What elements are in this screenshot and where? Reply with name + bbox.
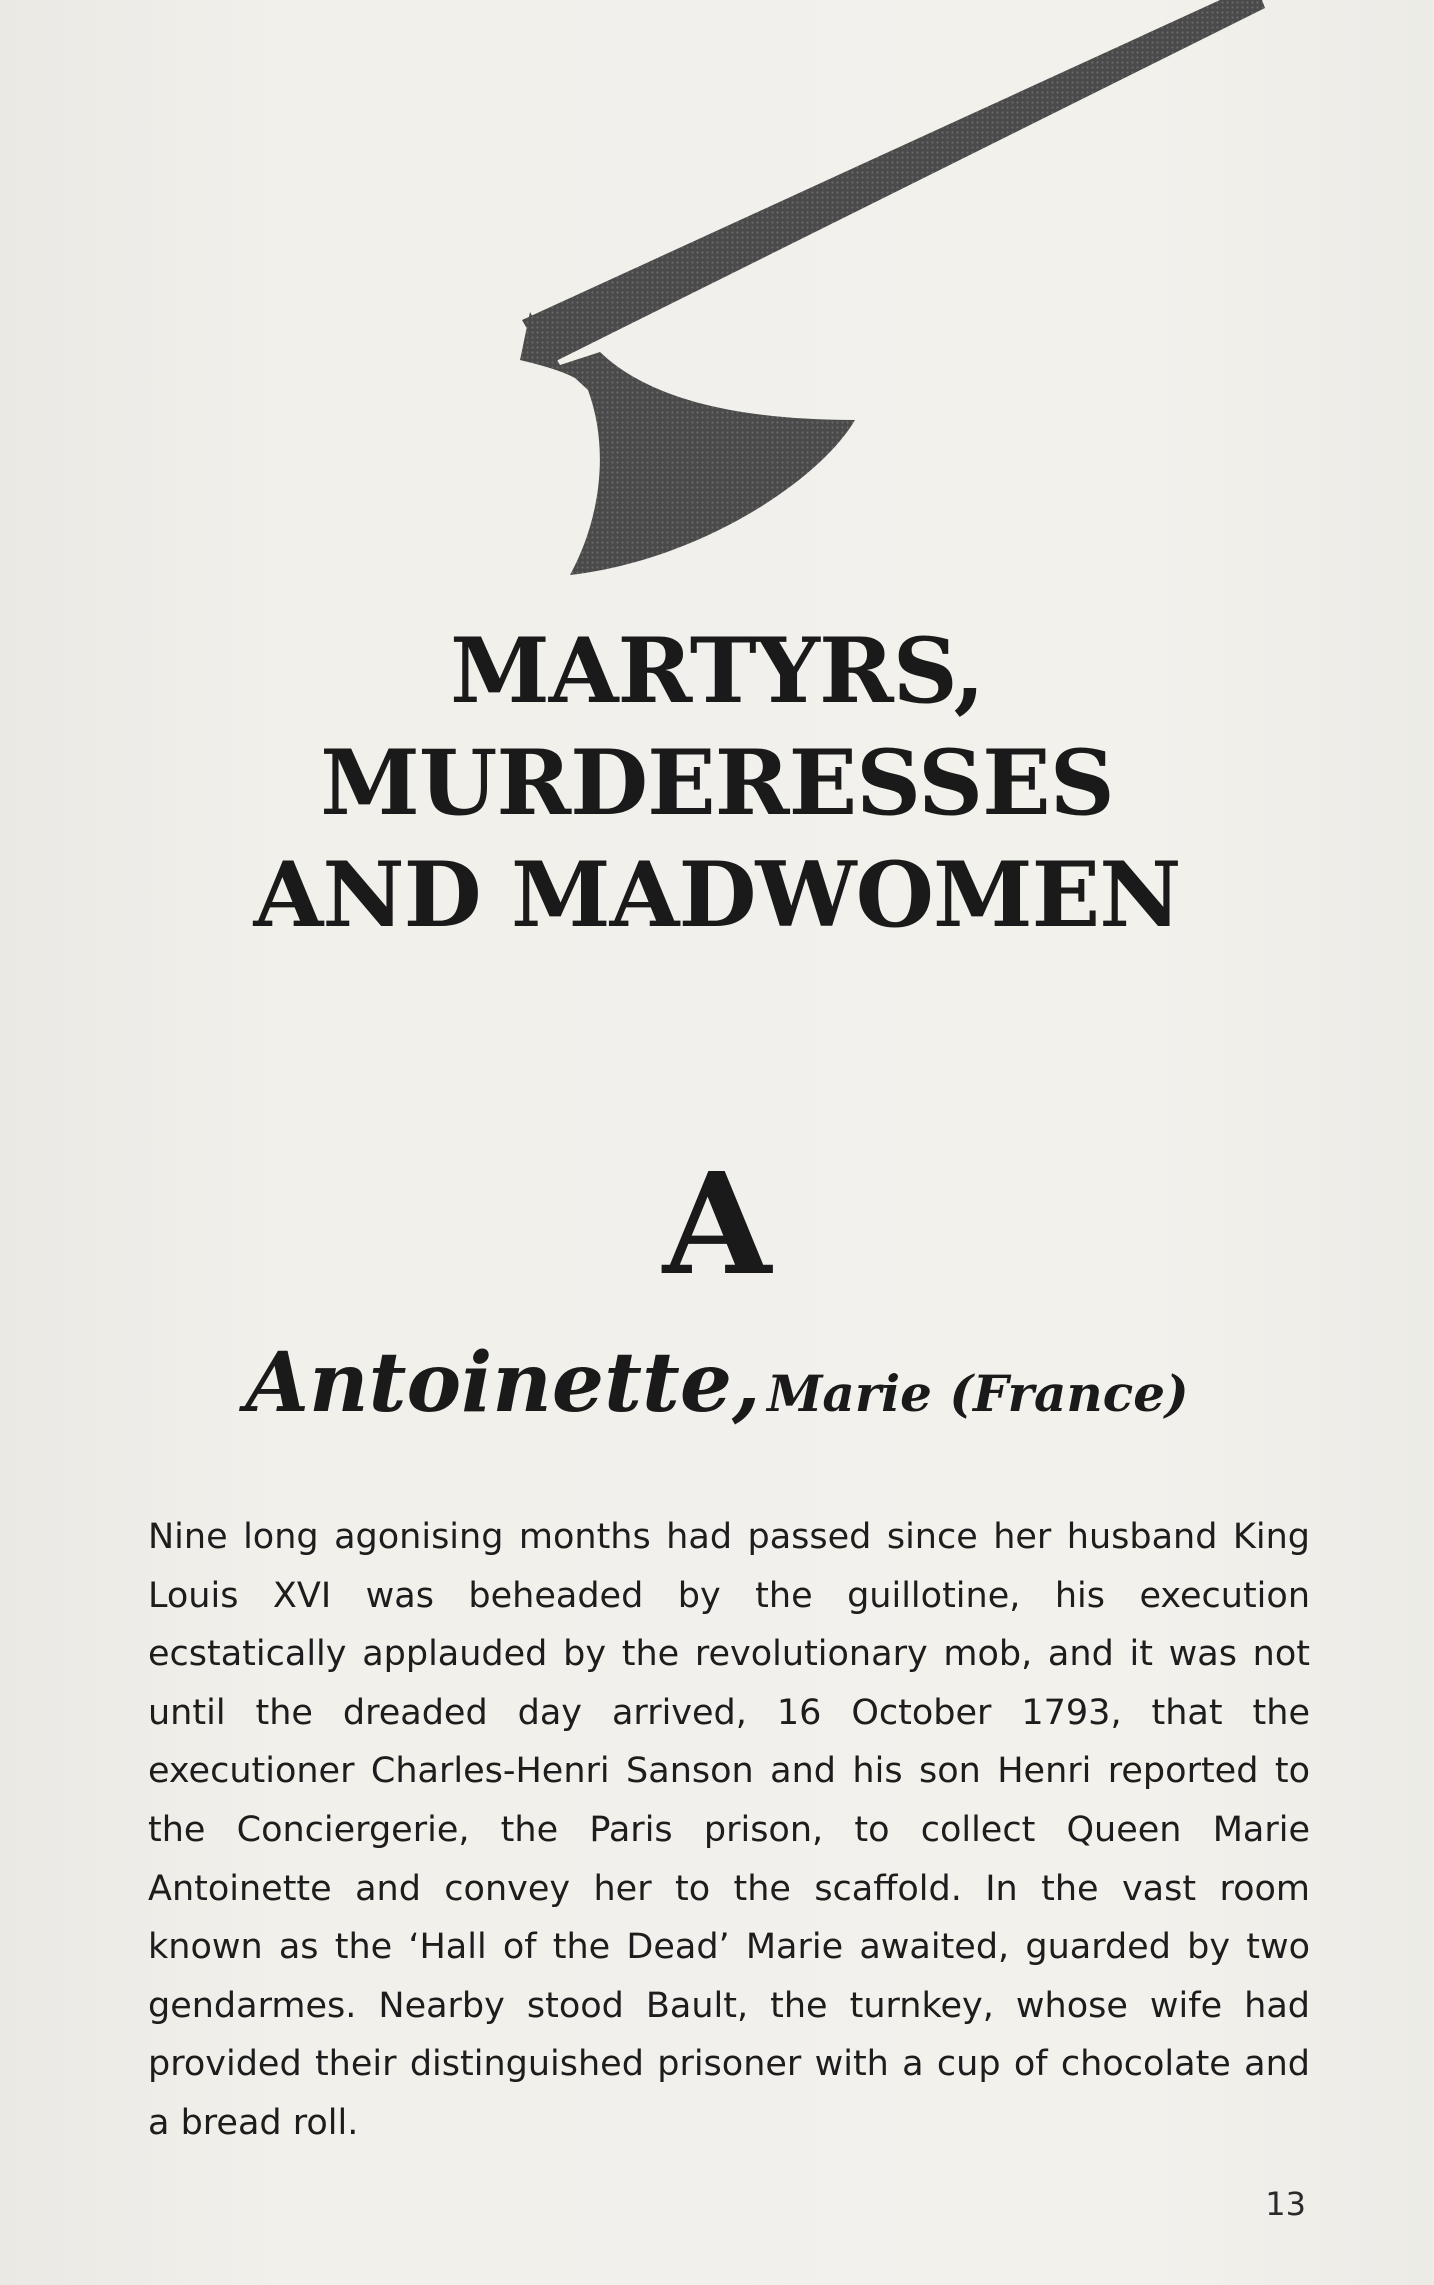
chapter-title <box>0 615 1434 951</box>
axe-handle <box>522 0 1265 365</box>
section-letter: A <box>662 1143 772 1307</box>
page-number: 13 <box>1265 2185 1306 2223</box>
chapter-title-line-3: AND MADWOMEN <box>253 842 1181 948</box>
chapter-title-line-2: MURDERESSES <box>320 730 1114 836</box>
entry-name-main: Antoinette, <box>245 1335 761 1431</box>
chapter-title-line-1: MARTYRS, <box>450 618 984 724</box>
axe-icon <box>0 0 1434 600</box>
body-paragraph: Nine long agonising months had passed since her husband King Louis XVI was beheaded by the guillotine, his execution ecstatically applauded by the revolutionary mob, and it was not until the dreaded day arrived, 16 October 1793, that the executioner Charles-Henri Sanson and his son Henri reported to the Conciergerie, the Paris prison, to collect Queen Marie Antoinette and convey her to the scaffold. In the vast room known as the ‘Hall of the Dead’ Marie awaited, guarded by two gendarmes. Nearby stood Bault, the turnkey, whose wife had provided their distinguished prisoner with a cup of chocolate and a bread roll. <box>148 1517 1310 2143</box>
entry-name-rest: Marie (France) <box>767 1364 1189 1423</box>
entry-title <box>0 1335 1434 1431</box>
